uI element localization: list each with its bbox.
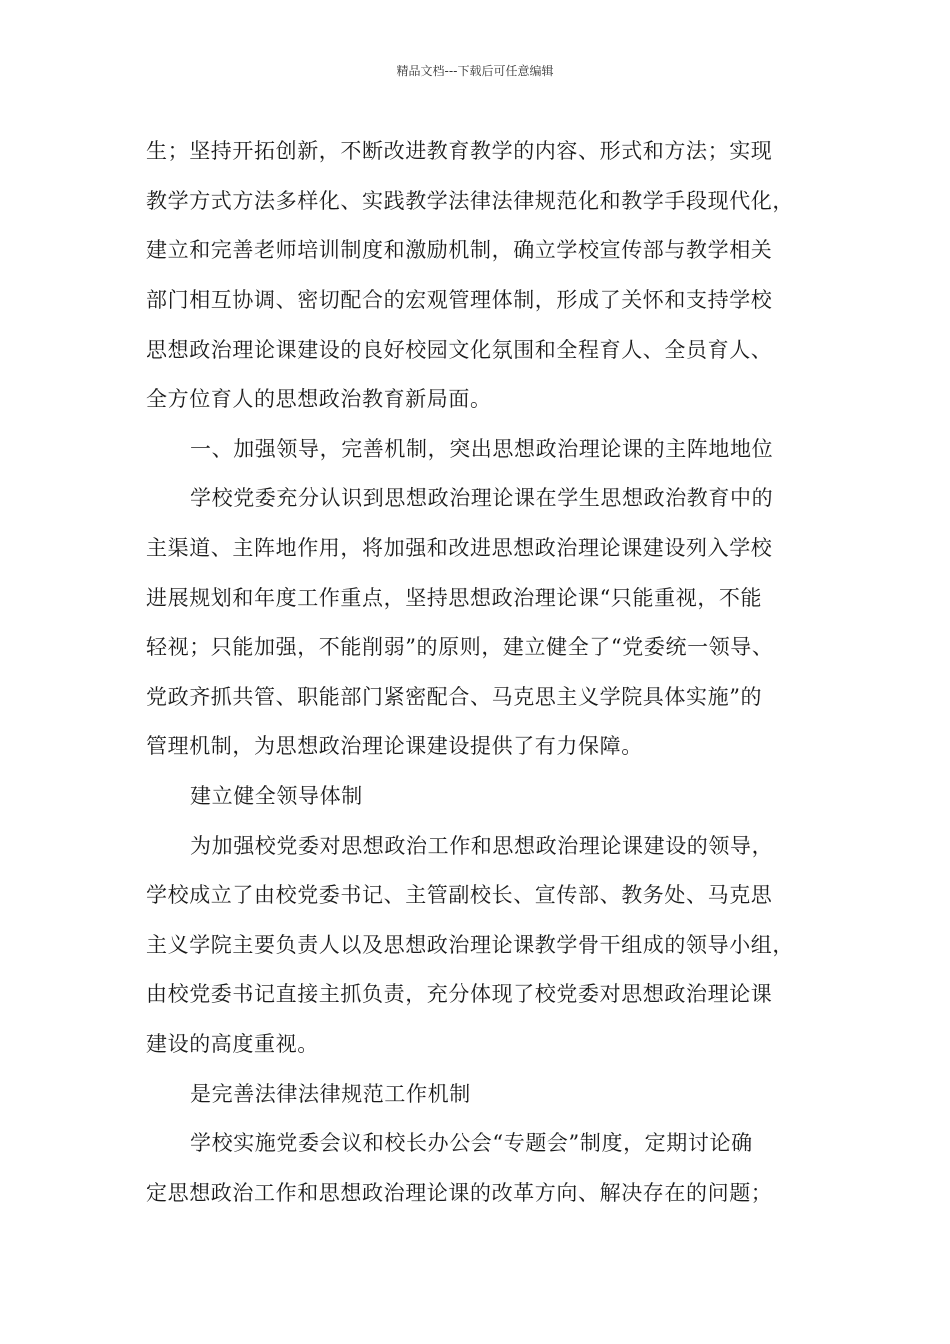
body-text-line: 由校党委书记直接主抓负责，充分体现了校党委对思想政治理论课 (146, 982, 773, 1006)
body-text-line: 进展规划和年度工作重点，坚持思想政治理论课“只能重视，不能 (146, 586, 763, 610)
body-text-line: 教学方式方法多样化、实践教学法律法律规范化和教学手段现代化， (146, 189, 794, 213)
body-text-line: 轻视；只能加强，不能削弱”的原则，建立健全了“党委统一领导、 (146, 635, 774, 659)
body-text-line: 学校党委充分认识到思想政治理论课在学生思想政治教育中的 (190, 486, 774, 510)
body-text-line: 为加强校党委对思想政治工作和思想政治理论课建设的领导， (190, 834, 774, 858)
body-text-line: 生；坚持开拓创新，不断改进教育教学的内容、形式和方法；实现 (146, 139, 773, 163)
section-heading: 一、加强领导，完善机制，突出思想政治理论课的主阵地地位 (190, 437, 774, 461)
body-text-line: 学校成立了由校党委书记、主管副校长、宣传部、教务处、马克思 (146, 883, 773, 907)
subsection-heading: 是完善法律法律规范工作机制 (190, 1082, 471, 1106)
body-text-line: 建立和完善老师培训制度和激励机制，确立学校宣传部与教学相关 (146, 238, 773, 262)
body-text-line: 主渠道、主阵地作用，将加强和改进思想政治理论课建设列入学校 (146, 536, 773, 560)
body-text-line: 部门相互协调、密切配合的宏观管理体制，形成了关怀和支持学校 (146, 288, 773, 312)
body-text-line: 全方位育人的思想政治教育新局面。 (146, 387, 492, 411)
body-text-line: 学校实施党委会议和校长办公会“专题会”制度，定期讨论确 (190, 1131, 753, 1155)
body-text-line: 党政齐抓共管、职能部门紧密配合、马克思主义学院具体实施”的 (146, 685, 763, 709)
page-header: 精品文档---下载后可任意编辑 (396, 64, 554, 78)
subsection-heading: 建立健全领导体制 (190, 784, 363, 808)
body-text-line: 建设的高度重视。 (146, 1032, 319, 1056)
body-text-line: 思想政治理论课建设的良好校园文化氛围和全程育人、全员育人、 (146, 338, 773, 362)
body-text-line: 管理机制，为思想政治理论课建设提供了有力保障。 (146, 734, 643, 758)
body-text-line: 主义学院主要负责人以及思想政治理论课教学骨干组成的领导小组， (146, 933, 794, 957)
body-text-line: 定思想政治工作和思想政治理论课的改革方向、解决存在的问题； (146, 1181, 773, 1205)
